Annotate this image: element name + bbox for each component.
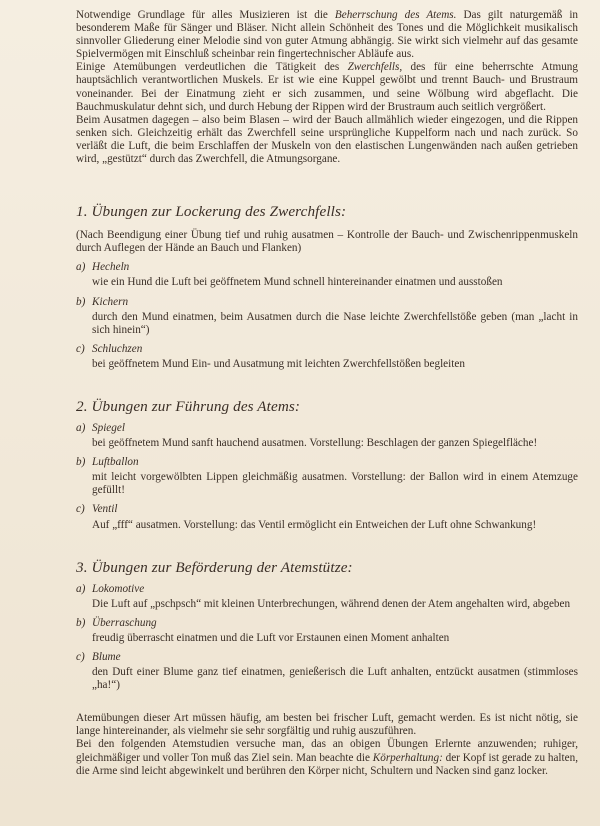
item-title: Überraschung: [92, 616, 157, 629]
list-item: [76, 422, 578, 450]
list-item: [76, 456, 578, 497]
list-item: [76, 617, 578, 645]
section-1-note: (Nach Beendigung einer Übung tief und ruhig ausatmen – Kontrolle der Bauch- und Zwischenrippenmuskeln durch Auflegen der Hände an Bauch und Flanken): [76, 229, 578, 255]
item-text: den Duft einer Blume ganz tief einatmen, genießerisch die Luft anhalten, entzückt ausatmen (stimmloses „ha!“): [92, 666, 578, 692]
item-letter: c): [76, 342, 85, 355]
item-letter: b): [76, 295, 86, 308]
emphasis-atem: Beherrschung des Atems.: [334, 9, 457, 21]
intro-paragraph-3: Beim Ausatmen dagegen – also beim Blasen – wird der Bauch allmählich wieder eingezogen, und die Rippen senken sich. Gleichzeitig erhält das Zwerchfell seine ursprüngliche Kuppelform nach und nach zurück. So verläßt die Luft, die beim Erschlaffen der Muskeln von den elastischen Lungenwänden nach außen getrieben wird, „gestützt“ durch das Zwerchfell, die Atmungsorgane.: [76, 113, 578, 166]
intro-paragraph-2: Einige Atemübungen verdeutlichen die Tätigkeit des Zwerchfells, des für eine beherrschte Atmung hauptsächlich verantwortlichen Muskels. Er ist wie eine Kuppel gewölbt und trennt Bauch- und Brustraum voneinander. Bei der Einatmung zieht er sich zusammen, und seine Wölbung wird abgeflacht. Die Bauchmuskulatur dehnt sich, und durch Hebung der Rippen wird der Brustraum auch seitlich vergrößert.: [76, 61, 578, 113]
item-text: durch den Mund einatmen, beim Ausatmen durch die Nase leichte Zwerchfellstöße geben (man „lacht in sich hinein“): [92, 310, 578, 336]
item-letter: b): [76, 616, 86, 629]
item-title: Blume: [92, 651, 121, 663]
intro-text: [76, 9, 578, 166]
item-letter: c): [76, 503, 85, 516]
item-title: Kichern: [92, 295, 129, 308]
list-item: [76, 296, 578, 337]
list-item: [76, 503, 578, 531]
list-item: [76, 583, 578, 611]
item-title: Lokomotive: [92, 582, 145, 595]
item-letter: c): [76, 651, 85, 663]
item-title: Ventil: [92, 503, 118, 516]
item-title: Spiegel: [92, 421, 125, 434]
section-3-heading: 3. Übungen zur Beförderung der Atemstütze:: [76, 558, 353, 576]
item-letter: b): [76, 456, 86, 469]
item-letter: a): [76, 421, 86, 434]
item-text: bei geöffnetem Mund sanft hauchend ausatmen. Vorstellung: Beschlagen der ganzen Spiegelfläche!: [92, 437, 538, 450]
outro-text: [76, 712, 578, 777]
item-text: freudig überrascht einatmen und die Luft vor Erstaunen einen Moment anhalten: [92, 631, 450, 644]
emphasis-koerperhaltung: Körperhaltung:: [372, 751, 443, 764]
outro-paragraph-2: Bei den folgenden Atemstudien versuche man, das an obigen Übungen Erlernte anzuwenden; ruhiger, gleichmäßiger und voller Ton muß das Ziel sein. Man beachte die Körperhaltung: der Kopf ist gerade zu halten, die Arme sind leicht abgewinkelt und berühren den Körper nicht, Schultern und Nacken sind ganz locker.: [76, 738, 578, 777]
item-letter: a): [76, 582, 86, 595]
item-text: Auf „fff“ ausatmen. Vorstellung: das Ventil ermöglicht ein Entweichen der Luft ohne Schwankung!: [92, 518, 537, 531]
section-1: [76, 203, 578, 371]
item-title: Hecheln: [92, 261, 130, 274]
list-item: [76, 651, 578, 692]
section-3: [76, 559, 578, 693]
section-1-heading: 1. Übungen zur Lockerung des Zwerchfells:: [76, 203, 347, 221]
emphasis-zwerchfell: Zwerchfells,: [347, 61, 403, 74]
item-text: bei geöffnetem Mund Ein- und Ausatmung mit leichten Zwerchfellstößen begleiten: [92, 357, 465, 370]
section-2-heading: 2. Übungen zur Führung des Atems:: [76, 397, 301, 415]
section-2: [76, 398, 578, 532]
list-item: [76, 261, 578, 289]
item-title: Schluchzen: [92, 342, 143, 355]
item-letter: a): [76, 261, 86, 274]
item-text: mit leicht vorgewölbten Lippen gleichmäßig ausatmen. Vorstellung: der Ballon wird in einem Atemzuge gefüllt!: [92, 471, 578, 497]
item-text: wie ein Hund die Luft bei geöffnetem Mund schnell hintereinander einatmen und ausstoßen: [92, 276, 503, 289]
item-text: Die Luft auf „pschpsch“ mit kleinen Unterbrechungen, während denen der Atem angehalten wird, abgeben: [92, 597, 571, 610]
intro-paragraph-1: Notwendige Grundlage für alles Musizieren ist die Beherrschung des Atems. Das gilt naturgemäß in besonderem Maße für Sänger und Bläser. Nicht allein Schönheit des Tones und die Möglichkeit musikalisch sinnvoller Gliederung einer Melodie sind von guter Atmung abhängig. Sie wirkt sich vielmehr auf das gesamte Spielvermögen mit Einschluß scheinbar rein fingertechnischer Abläufe aus.: [76, 9, 579, 61]
item-title: Luftballon: [92, 456, 139, 469]
outro-paragraph-1: Atemübungen dieser Art müssen häufig, am besten bei frischer Luft, gemacht werden. Es ist nicht nötig, sie lange hintereinander, als vielmehr sie sehr sorgfältig und ruhig auszuführen.: [76, 712, 578, 738]
list-item: [76, 343, 578, 371]
